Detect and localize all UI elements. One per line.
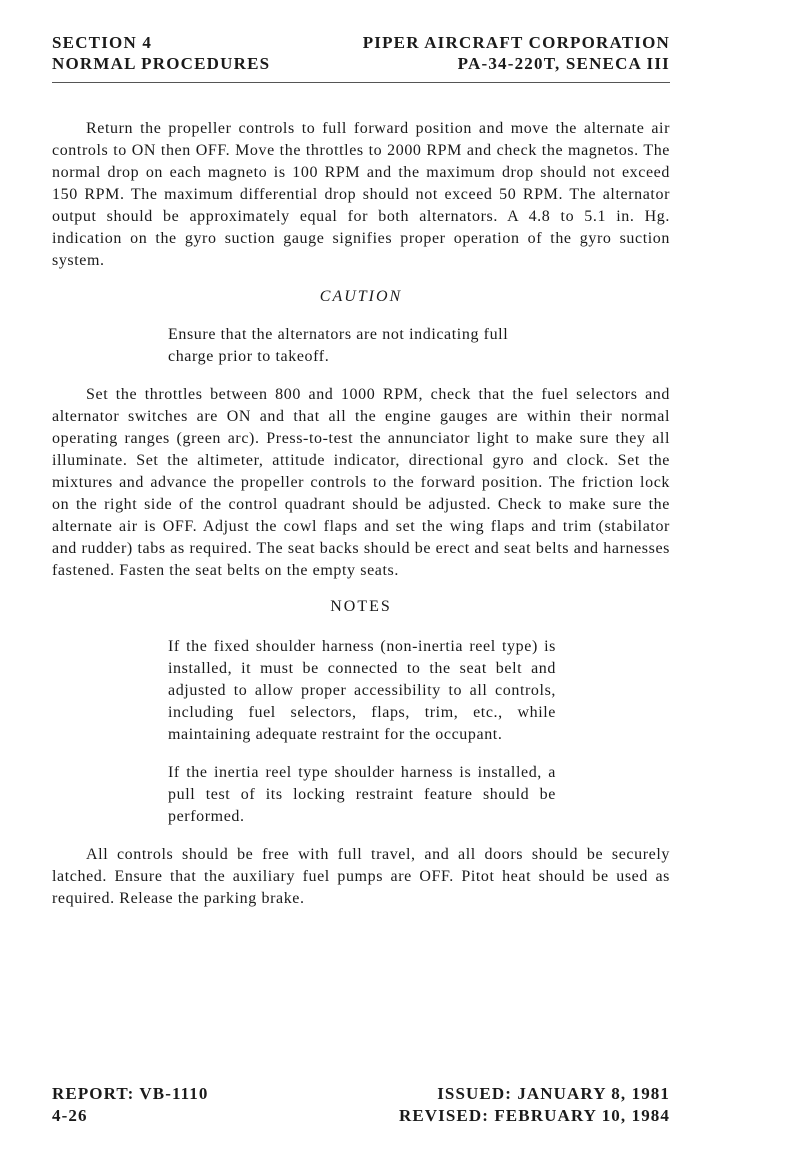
revised-date: REVISED: FEBRUARY 10, 1984 xyxy=(398,1106,670,1125)
paragraph-controls: All controls should be free with full travel, and all doors should be securely latched. Ensure that the auxiliary fuel pumps are OFF. Pitot heat should be used as required. Release the parking brake. xyxy=(52,846,670,907)
paragraph-run-up: Return the propeller controls to full forward position and move the alternate air controls to ON then OFF. Move the throttles to 2000 RPM and check the magnetos. The normal drop on each magneto is 100 RPM and the maximum drop should not exceed 150 RPM. The maximum differential drop should not exceed 50 RPM. The alternator output should be approximately equal for both alternators. A 4.8 to 5.1 in. Hg. indication on the gyro suction gauge signifies proper operation of the gyro suction system. xyxy=(52,120,670,269)
aircraft-model: PA-34-220T, SENECA III xyxy=(457,54,670,73)
report-number: REPORT: VB-1110 xyxy=(52,1084,209,1103)
note-inertia-reel: If the inertia reel type shoulder harness is installed, a pull test of its locking restraint feature should be performed. xyxy=(168,764,556,825)
notes-heading: NOTES xyxy=(330,598,392,615)
caution-heading: CAUTION xyxy=(319,288,403,305)
page-number: 4-26 xyxy=(52,1106,88,1125)
page-footer xyxy=(52,1083,670,1127)
issued-date: ISSUED: JANUARY 8, 1981 xyxy=(437,1084,670,1103)
section-title: NORMAL PROCEDURES xyxy=(52,54,271,73)
header-divider xyxy=(52,82,670,83)
caution-text: Ensure that the alternators are not indicating full charge prior to takeoff. xyxy=(168,326,509,365)
company-name: PIPER AIRCRAFT CORPORATION xyxy=(362,33,670,52)
paragraph-pre-takeoff: Set the throttles between 800 and 1000 RPM, check that the fuel selectors and alternator switches are ON and that all the engine gauges are within their normal operating ranges (green arc). Press-to-test the annunciator light to make sure they all illuminate. Set the altimeter, attitude indicator, directional gyro and clock. Set the mixtures and advance the propeller controls to the forward position. The friction lock on the right side of the control quadrant should be adjusted. Check to make sure the alternate air is OFF. Adjust the cowl flaps and set the wing flaps and trim (stabilator and rudder) tabs as required. The seat backs should be erect and seat belts and harnesses fastened. Fasten the seat belts on the empty seats. xyxy=(52,386,670,579)
page-header xyxy=(52,32,670,74)
page-body xyxy=(52,118,670,910)
section-label: SECTION 4 xyxy=(52,33,153,52)
note-fixed-harness: If the fixed shoulder harness (non-inertia reel type) is installed, it must be connected to the seat belt and adjusted to allow proper accessibility to all controls, including fuel selectors, flaps, trim, etc., while maintaining adequate restraint for the occupant. xyxy=(168,638,556,743)
